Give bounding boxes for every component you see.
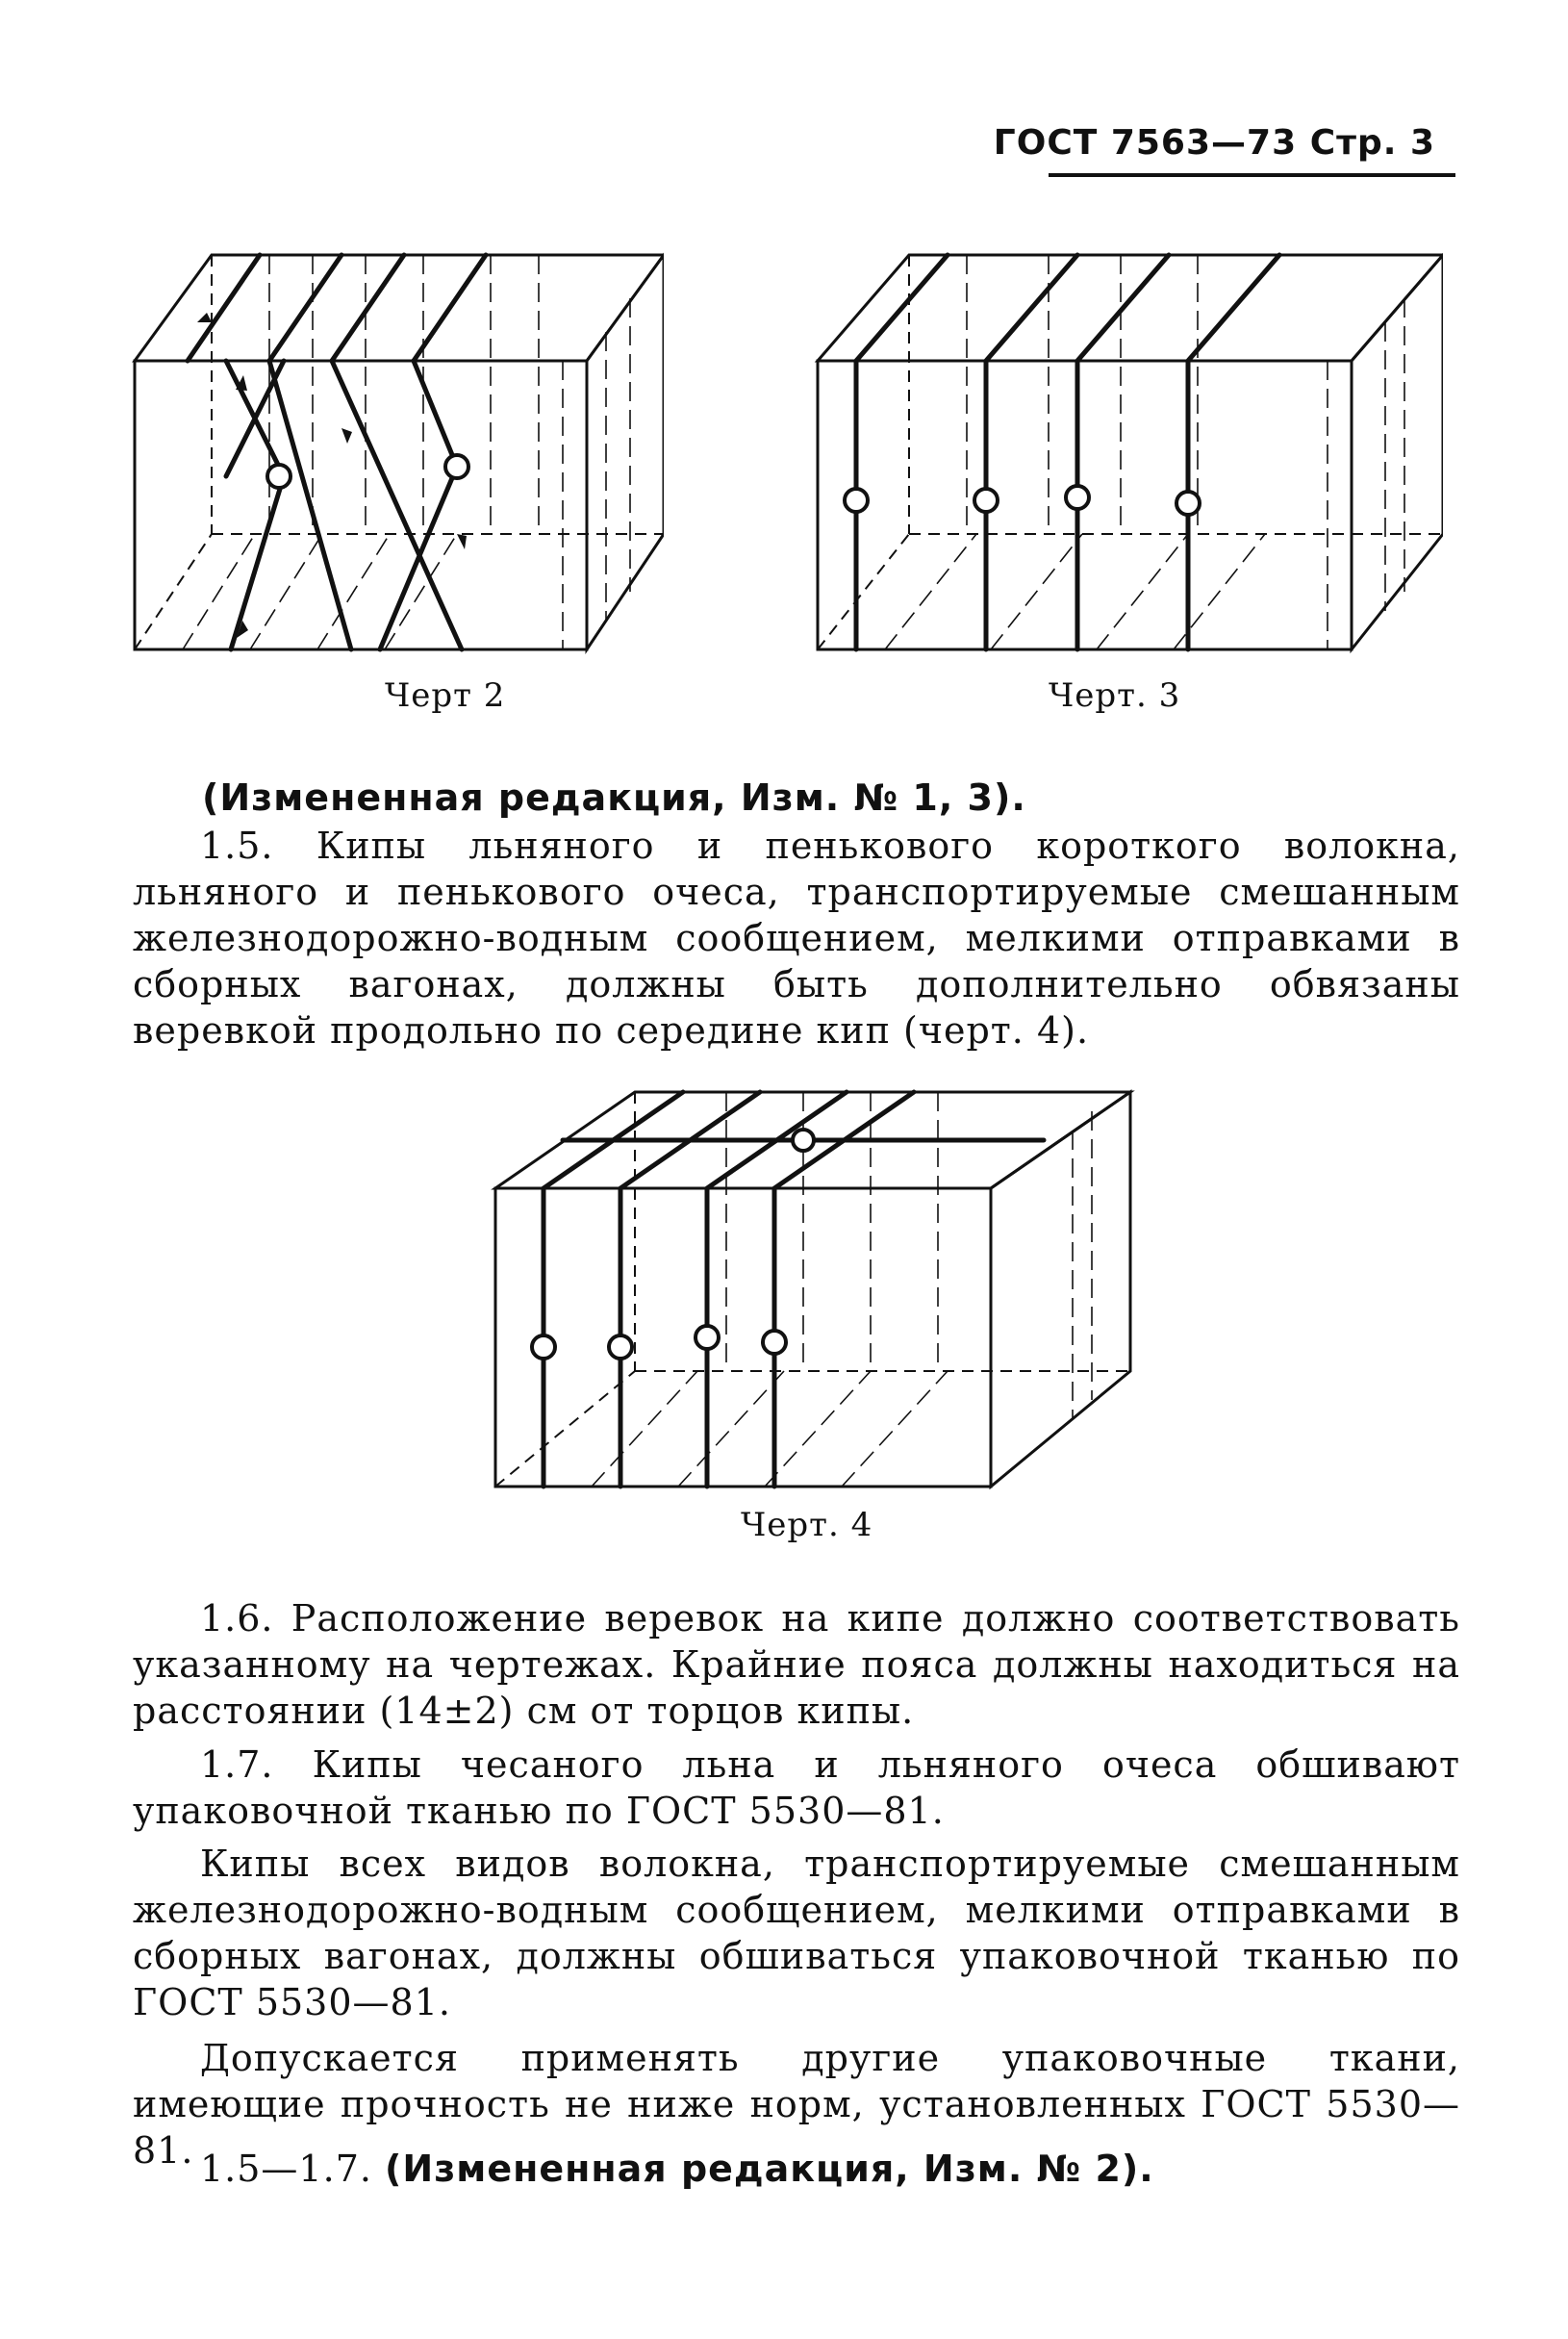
figure-4-caption: Черт. 4: [741, 1506, 873, 1544]
paragraph-1-5: 1.5. Кипы льняного и пенькового короткого волокна, льняного и пенькового очеса, транспортируемые смешанным железнодорожно-водным сообщением, мелкими отправками в сборных вагонах, должны быть дополнительно обвязаны веревкой продольно по середине кип (черт. 4).: [133, 825, 1460, 1052]
paragraph-all-fibers: Кипы всех видов волокна, транспортируемые смешанным железнодорожно-водным сообщением, мелкими отправками в сборных вагонах, должны обшиваться упаковочной тканью по ГОСТ 5530—81.: [133, 1843, 1460, 2023]
amendment-note-1-3: (Измененная редакция, Изм. № 1, 3).: [202, 776, 1026, 819]
figure-3-drawing: [808, 245, 1443, 669]
figure-2-caption: Черт 2: [385, 676, 506, 715]
amendment-2-text: (Измененная редакция, Изм. № 2).: [385, 2148, 1154, 2190]
page-header: [994, 123, 1435, 163]
header-rule: [1049, 173, 1455, 177]
page-number: Стр. 3: [1309, 123, 1435, 163]
amendment-range: 1.5—1.7.: [200, 2148, 372, 2190]
paragraph-other-fabrics: Допускается применять другие упаковочные ткани, имеющие прочность не ниже норм, установленных ГОСТ 5530—81.: [133, 2037, 1460, 2172]
figure-3-caption: Черт. 3: [1049, 676, 1181, 715]
paragraph-1-6: 1.6. Расположение веревок на кипе должно соответствовать указанному на чертежах. Крайние пояса должны находиться на расстоянии (14±2) см от торцов кипы.: [133, 1597, 1460, 1732]
amendment-note-2: [200, 2146, 1451, 2192]
paragraph-1-7: 1.7. Кипы чесаного льна и льняного очеса обшивают упаковочной тканью по ГОСТ 5530—81.: [133, 1743, 1460, 1832]
figure-2-drawing: [125, 245, 664, 669]
figure-4-drawing: [486, 1082, 1140, 1496]
standard-number: ГОСТ 7563—73: [993, 123, 1298, 163]
